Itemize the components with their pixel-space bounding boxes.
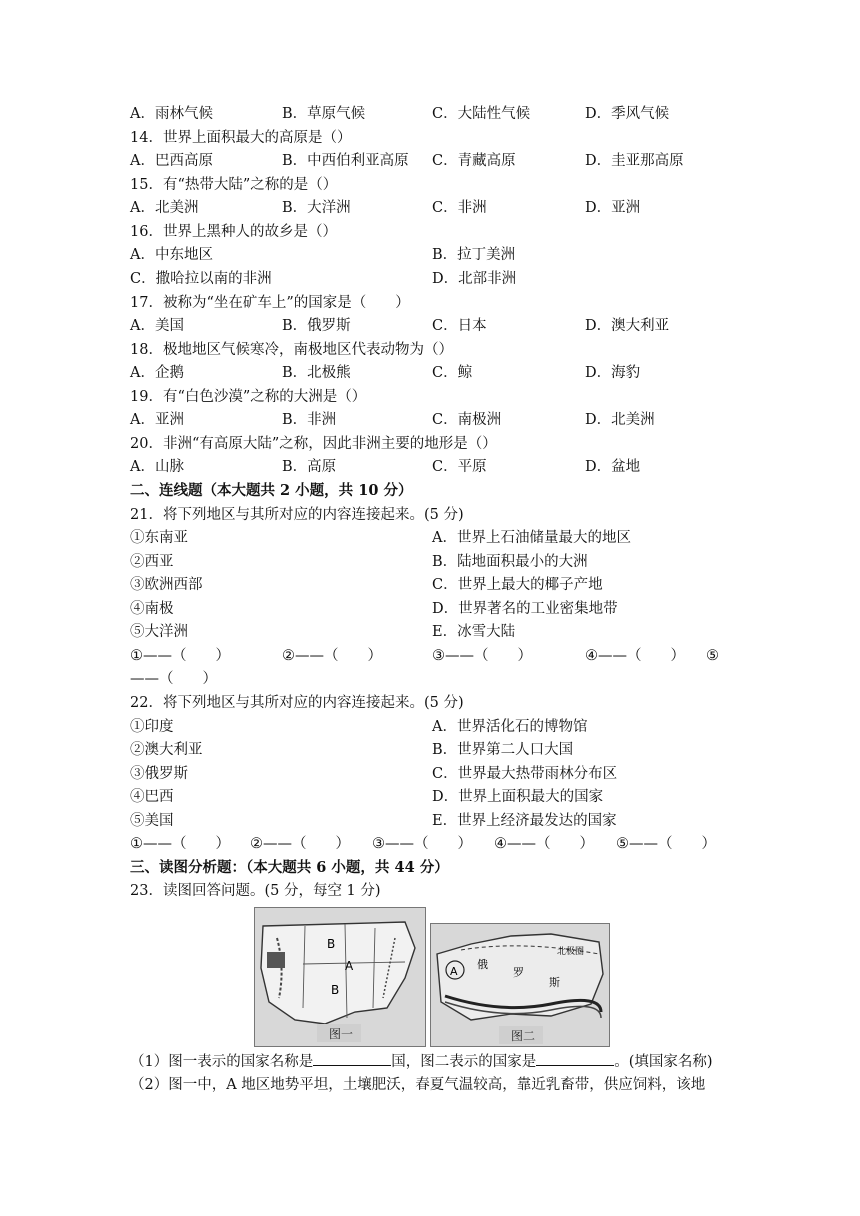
q21-answer-5-wrap[interactable]: ——（ ） — [130, 671, 217, 687]
q22-right-b: B．世界第二人口大国 — [432, 742, 574, 758]
q21-answer-2[interactable]: ②——（ ） — [282, 648, 382, 664]
q21-left-2: ②西亚 — [130, 554, 174, 570]
q20-option-d: D．盆地 — [585, 459, 641, 475]
q21-right-a: A．世界上石油储量最大的地区 — [432, 530, 631, 546]
q20-option-a: A．山脉 — [130, 459, 184, 475]
q17-option-b: B．俄罗斯 — [282, 318, 351, 334]
q21-answer-4[interactable]: ④——（ ） — [585, 648, 685, 664]
q23-blank-1[interactable] — [313, 1051, 391, 1066]
q23-sub1-part-b: 国，图二表示的国家是 — [391, 1054, 537, 1070]
q22-answer-3[interactable]: ③——（ ） — [372, 836, 472, 852]
q14-option-c: C．青藏高原 — [432, 153, 516, 169]
q14-option-b: B．中西伯利亚高原 — [282, 153, 409, 169]
fig2-label-a: A — [450, 965, 458, 978]
q13-option-a: A．雨林气候 — [130, 106, 213, 122]
q18-option-b: B．北极熊 — [282, 365, 351, 381]
q19-option-d: D．北美洲 — [585, 412, 655, 428]
q16-option-a: A．中东地区 — [130, 247, 213, 263]
q17-option-a: A．美国 — [130, 318, 184, 334]
fig1-label-a: A — [345, 959, 354, 973]
figure-1-usa-map — [254, 907, 426, 1047]
q22-right-a: A．世界活化石的博物馆 — [432, 719, 588, 735]
q20-stem: 20．非洲“有高原大陆”之称，因此非洲主要的地形是（） — [130, 436, 497, 452]
q15-option-a: A．北美洲 — [130, 200, 199, 216]
figure-2-caption: 图二 — [511, 1029, 536, 1043]
q15-stem: 15．有“热带大陆”之称的是（） — [130, 177, 338, 193]
q22-left-2: ②澳大利亚 — [130, 742, 203, 758]
q22-left-4: ④巴西 — [130, 789, 174, 805]
q22-right-e: E．世界上经济最发达的国家 — [432, 813, 617, 829]
q22-right-d: D．世界上面积最大的国家 — [432, 789, 604, 805]
q16-option-d: D．北部非洲 — [432, 271, 517, 287]
q19-stem: 19．有“白色沙漠”之称的大洲是（） — [130, 389, 367, 405]
q23-sub1-part-c: 。(填国家名称) — [614, 1054, 713, 1070]
q20-option-c: C．平原 — [432, 459, 487, 475]
q21-left-1: ①东南亚 — [130, 530, 188, 546]
q15-option-c: C．非洲 — [432, 200, 487, 216]
q21-right-e: E．冰雪大陆 — [432, 624, 516, 640]
fig2-label-luo: 罗 — [513, 966, 524, 979]
q18-stem: 18．极地地区气候寒冷，南极地区代表动物为（） — [130, 342, 453, 358]
q16-stem: 16．世界上黑种人的故乡是（） — [130, 224, 337, 240]
q22-left-5: ⑤美国 — [130, 813, 174, 829]
q21-right-d: D．世界著名的工业密集地带 — [432, 601, 618, 617]
q14-stem: 14．世界上面积最大的高原是（） — [130, 130, 352, 146]
q21-left-5: ⑤大洋洲 — [130, 624, 188, 640]
q19-option-c: C．南极洲 — [432, 412, 502, 428]
fig1-label-b-top: B — [327, 937, 336, 951]
q22-left-3: ③俄罗斯 — [130, 766, 188, 782]
q21-right-b: B．陆地面积最小的大洲 — [432, 554, 588, 570]
q22-stem: 22．将下列地区与其所对应的内容连接起来。(5 分) — [130, 695, 464, 711]
q14-option-a: A．巴西高原 — [130, 153, 213, 169]
q21-answer-1[interactable]: ①——（ ） — [130, 648, 230, 664]
q17-option-c: C．日本 — [432, 318, 487, 334]
q13-option-c: C．大陆性气候 — [432, 106, 531, 122]
q22-left-1: ①印度 — [130, 719, 174, 735]
q21-left-3: ③欧洲西部 — [130, 577, 203, 593]
q14-option-d: D．圭亚那高原 — [585, 153, 684, 169]
q22-answer-5[interactable]: ⑤——（ ） — [616, 836, 716, 852]
q20-option-b: B．高原 — [282, 459, 337, 475]
q16-option-b: B．拉丁美洲 — [432, 247, 516, 263]
q18-option-c: C．鲸 — [432, 365, 473, 381]
q22-answer-4[interactable]: ④——（ ） — [494, 836, 594, 852]
west-coast-mark — [267, 952, 285, 968]
q23-sub2: （2）图一中，A 地区地势平坦，土壤肥沃，春夏气温较高，靠近乳畜带，供应饲料，该地 — [130, 1077, 706, 1093]
q16-option-c: C．撒哈拉以南的非洲 — [130, 271, 272, 287]
q15-option-d: D．亚洲 — [585, 200, 641, 216]
q23-sub1 — [130, 1051, 713, 1072]
fig2-label-arctic-circle: 北极圈 — [557, 947, 585, 957]
q13-option-b: B．草原气候 — [282, 106, 366, 122]
q21-answer-3[interactable]: ③——（ ） — [432, 648, 532, 664]
q15-option-b: B．大洋洲 — [282, 200, 351, 216]
q21-stem: 21．将下列地区与其所对应的内容连接起来。(5 分) — [130, 507, 464, 523]
q19-option-b: B．非洲 — [282, 412, 337, 428]
q23-sub1-part-a: （1）图一表示的国家名称是 — [130, 1054, 314, 1070]
figure-2-russia-map — [430, 923, 610, 1047]
q22-right-c: C．世界最大热带雨林分布区 — [432, 766, 618, 782]
q19-option-a: A．亚洲 — [130, 412, 184, 428]
fig1-label-b-bottom: B — [331, 983, 340, 997]
q23-blank-2[interactable] — [536, 1051, 614, 1066]
q23-stem: 23．读图回答问题。(5 分，每空 1 分) — [130, 883, 381, 899]
q22-answer-2[interactable]: ②——（ ） — [250, 836, 350, 852]
q17-stem: 17．被称为“坐在矿车上”的国家是（ ） — [130, 295, 410, 311]
q22-answer-1[interactable]: ①——（ ） — [130, 836, 230, 852]
q13-option-d: D．季风气候 — [585, 106, 670, 122]
section-3-heading: 三、读图分析题：（本大题共 6 小题，共 44 分） — [130, 859, 449, 876]
q21-right-c: C．世界上最大的椰子产地 — [432, 577, 603, 593]
q17-option-d: D．澳大利亚 — [585, 318, 670, 334]
q18-option-d: D．海豹 — [585, 365, 641, 381]
figure-1-caption: 图一 — [329, 1027, 354, 1041]
q18-option-a: A．企鹅 — [130, 365, 184, 381]
section-2-heading: 二、连线题（本大题共 2 小题，共 10 分） — [130, 482, 413, 499]
q21-left-4: ④南极 — [130, 601, 174, 617]
fig2-label-si: 斯 — [549, 976, 560, 989]
q21-answer-5[interactable]: ⑤ — [706, 648, 719, 664]
fig2-label-e: 俄 — [477, 958, 488, 971]
